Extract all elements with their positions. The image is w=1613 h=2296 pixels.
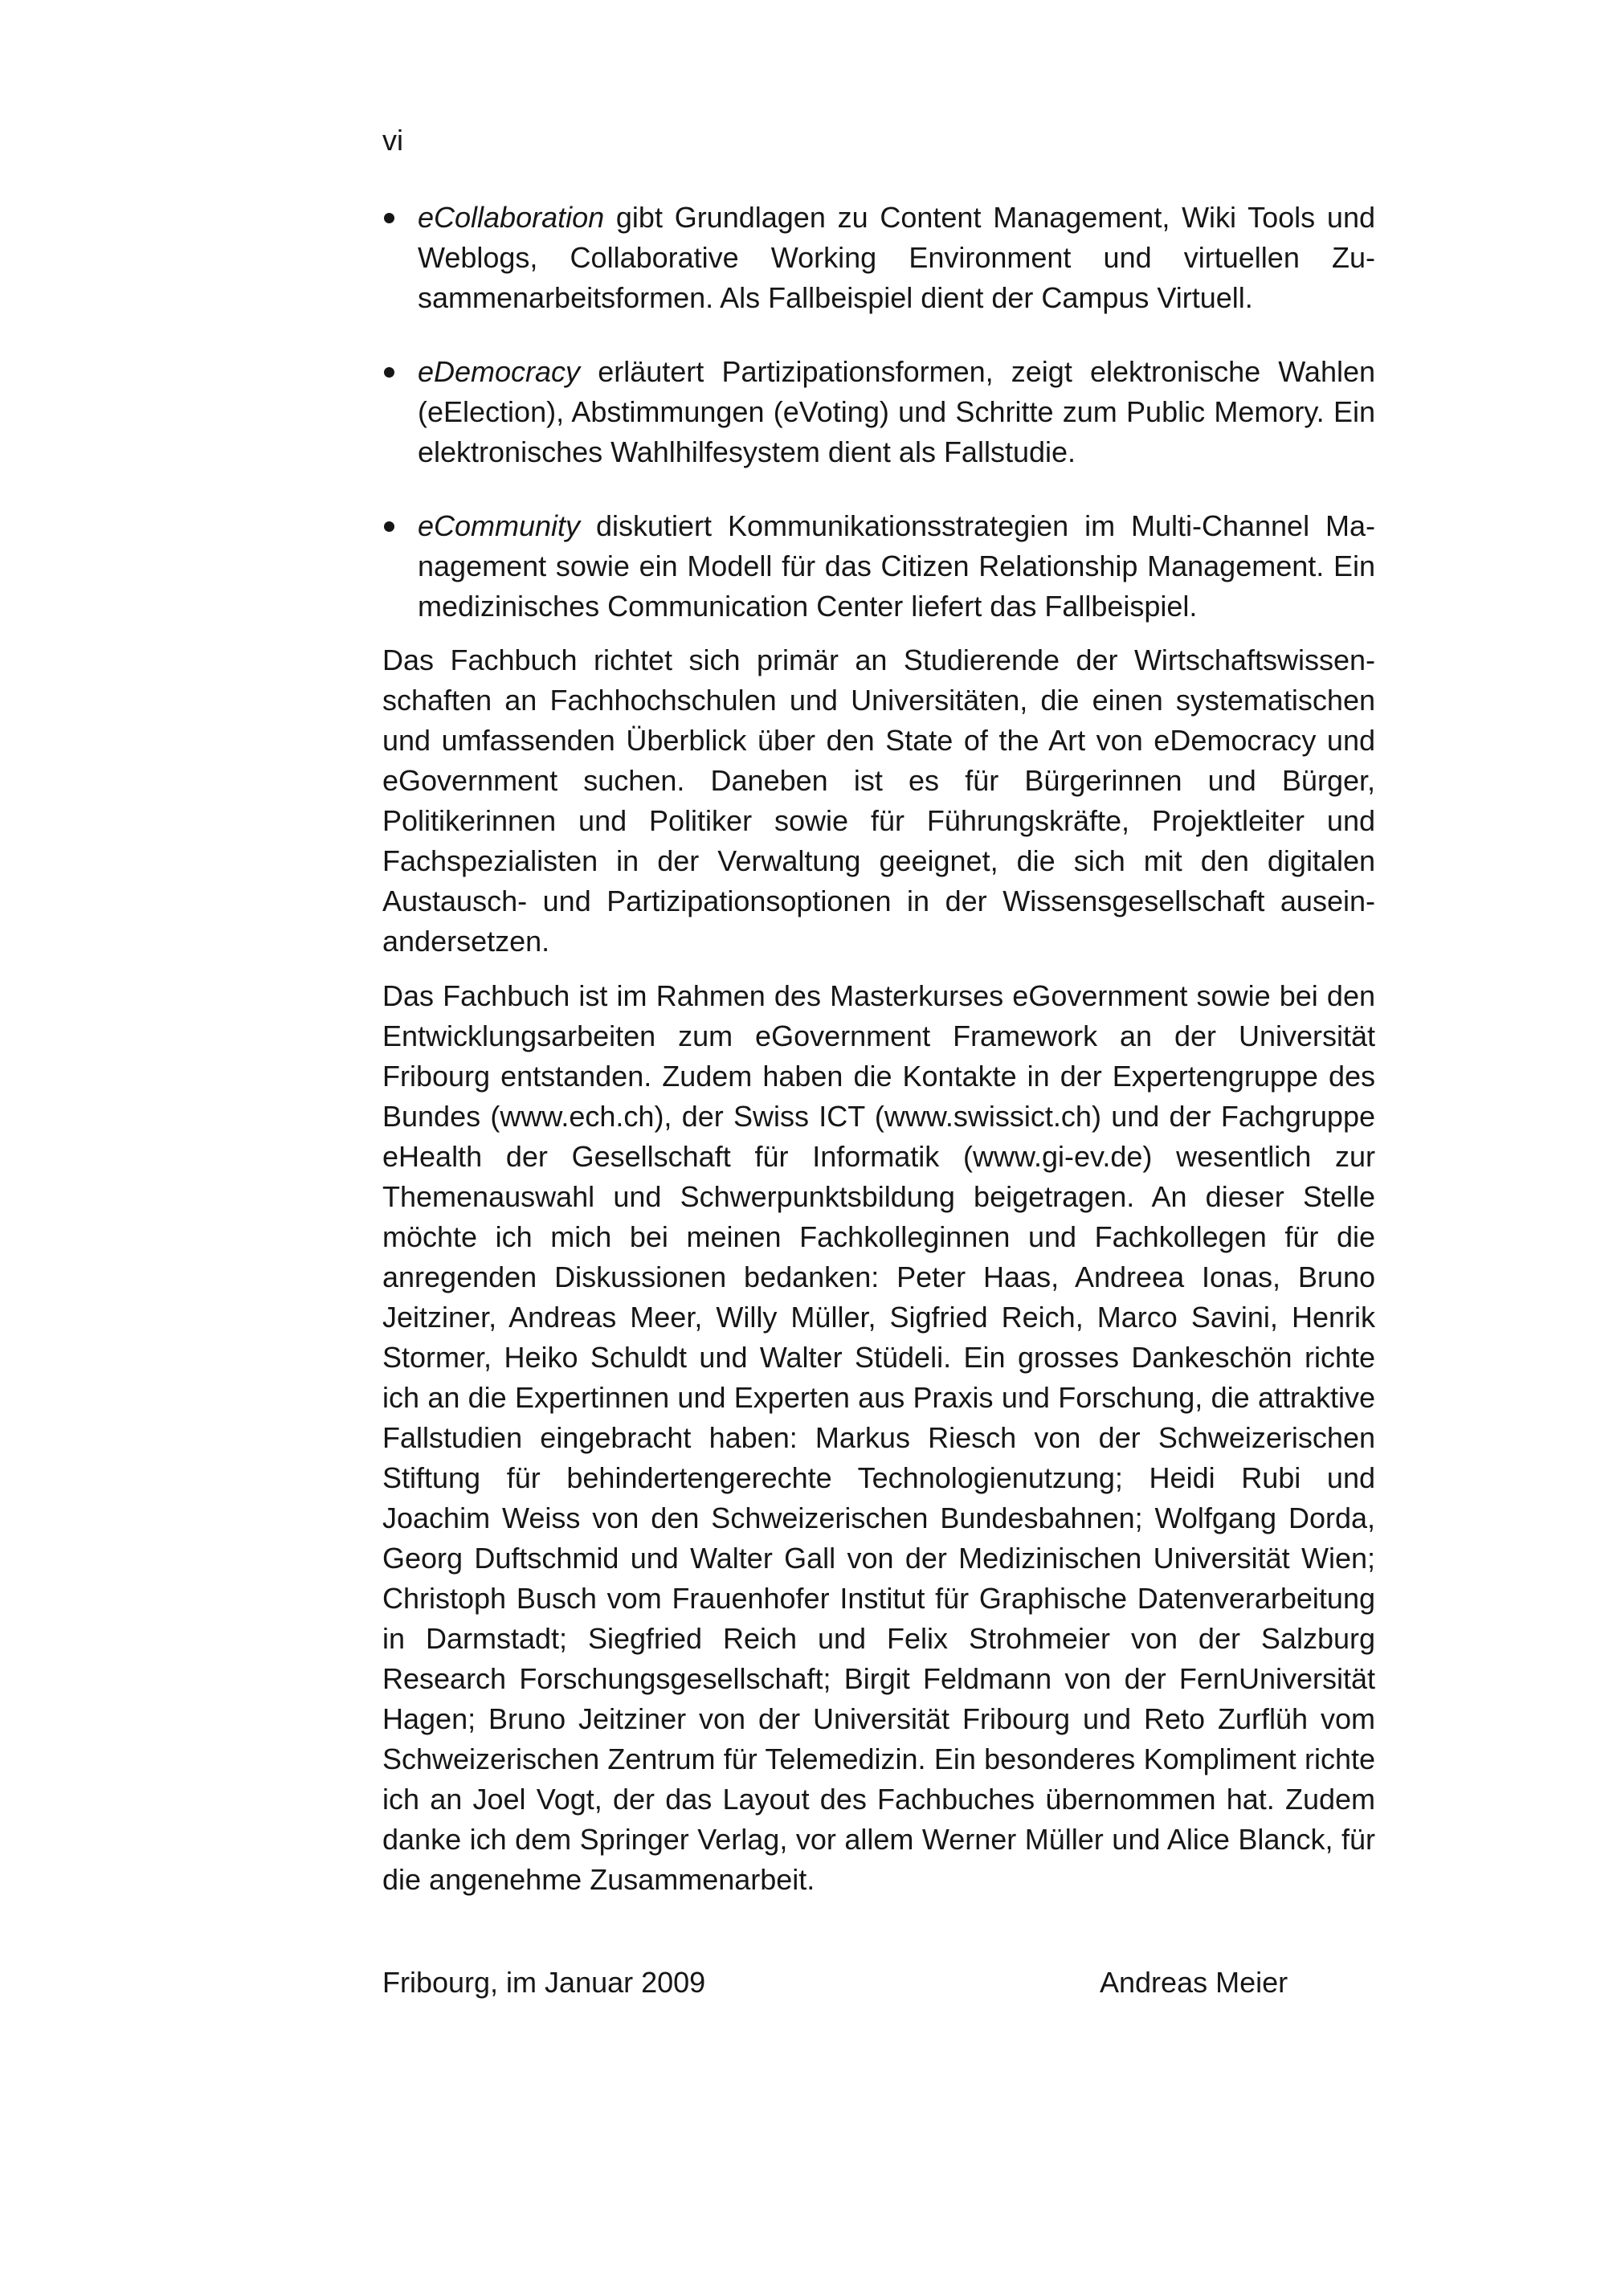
bullet-text: erläutert Partizipationsformen, zeigt elektronische Wahlen (eElection), Abstimmungen (eVoting) und Schritte zum Public Memory. Ein elektronisches Wahlhilfesystem dient als Fallstudie. <box>418 355 1375 468</box>
body-text <box>382 640 1375 1914</box>
bullet-dot-icon <box>384 521 394 532</box>
page-number: vi <box>382 124 403 157</box>
bullet-term: eCommunity <box>418 509 581 542</box>
paragraph-acknowledgements: Das Fachbuch ist im Rahmen des Masterkurses eGovernment sowie bei den Entwicklungsarbeiten zum eGovernment Framework an der Universität Fribourg entstanden. Zudem haben die Kontakte in der Expertengruppe des Bundes (www.ech.ch), der Swiss ICT (www.swissict.ch) und der Fachgruppe eHealth der Gesellschaft für Informatik (www.gi-ev.de) wesentlich zur Themenauswahl und Schwerpunktsbildung beigetragen. An dieser Stelle möchte ich mich bei meinen Fachkolleginnen und Fachkollegen für die anregenden Diskussionen bedanken: Peter Haas, Andreea Ionas, Bruno Jeitziner, Andreas Meer, Willy Müller, Sigfried Reich, Marco Savini, Henrik Stormer, Heiko Schuldt und Walter Stüdeli. Ein grosses Dankeschön richte ich an die Expertinnen und Experten aus Praxis und Forschung, die attraktive Fallstudien eingebracht haben: Markus Riesch von der Schweizerischen Stiftung für behindertengerechte Technologienutzung; Heidi Rubi und Joachim Weiss von den Schweizerischen Bundesbahnen; Wolfgang Dorda, Georg Duftschmid und Walter Gall von der Medizinischen Universität Wien; Christoph Busch vom Frauenhofer Institut für Graphische Datenverarbeitung in Darmstadt; Siegfried Reich und Felix Strohmeier von der Salzburg Research Forschungsgesellschaft; Birgit Feldmann von der FernUniversität Hagen; Bruno Jeitziner von der Universität Fribourg und Reto Zurflüh vom Schweizerischen Zentrum für Telemedizin. Ein besonderes Kompliment richte ich an Joel Vogt, der das Layout des Fachbuches übernommen hat. Zudem danke ich dem Springer Verlag, vor allem Werner Müller und Alice Blanck, für die angenehme Zusammenarbeit. <box>382 979 1375 1896</box>
bullet-term: eCollaboration <box>418 201 605 234</box>
bullet-term: eDemocracy <box>418 355 581 388</box>
bullet-dot-icon <box>384 213 394 223</box>
bullet-item-edemocracy <box>382 352 1375 472</box>
bullet-item-ecommunity <box>382 506 1375 627</box>
place-date: Fribourg, im Januar 2009 <box>382 1966 706 1999</box>
paragraph-audience: Das Fachbuch richtet sich primär an Studierende der Wirtschaftswissenschaften an Fachhochschulen und Universitäten, die einen systematischen und umfassenden Überblick über den State of the Art von eDemocracy und eGovernment suchen. Daneben ist es für Bürgerinnen und Bürger, Politikerinnen und Politiker sowie für Führungskräfte, Projektleiter und Fachspezialisten in der Verwaltung geeignet, die sich mit den digitalen Austausch- und Partizipationsoptionen in der Wissensgesellschaft auseinandersetzen. <box>382 643 1375 958</box>
bullet-text: gibt Grundlagen zu Content Management, Wiki Tools und Weblogs, Collaborative Working Environment und virtuellen Zusammenarbeitsformen. Als Fallbeispiel dient der Campus Virtuell. <box>418 201 1375 314</box>
author-name: Andreas Meier <box>1100 1966 1288 1999</box>
topic-bullet-list <box>382 198 1375 660</box>
bullet-dot-icon <box>384 367 394 378</box>
bullet-item-ecollaboration <box>382 198 1375 318</box>
bullet-text: diskutiert Kommunikationsstrategien im Multi-Channel Management sowie ein Modell für das Citizen Relationship Management. Ein medizinisches Communication Center liefert das Fallbeispiel. <box>418 509 1375 623</box>
